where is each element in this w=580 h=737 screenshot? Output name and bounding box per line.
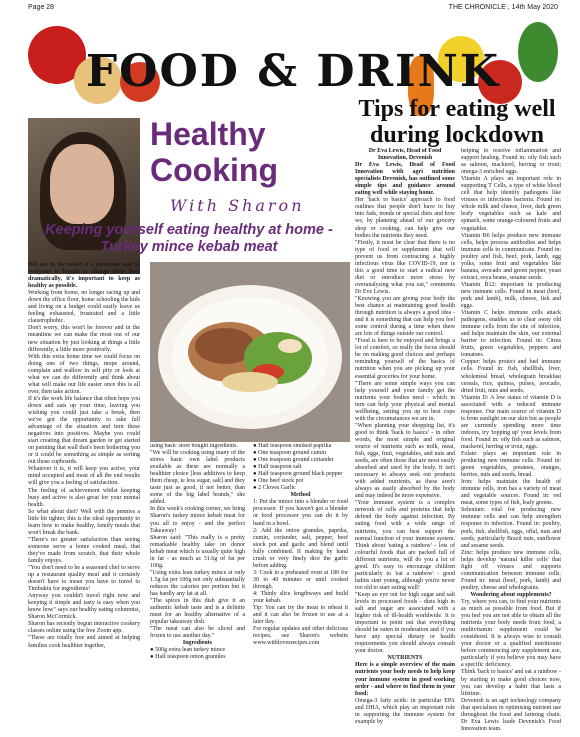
nutrients-heading: NUTRIENTS (387, 655, 423, 662)
feature-subtitle: Keeping yourself eating healthy at home -Turkey mince kebab meat (45, 222, 333, 255)
ingredient-item: ● Half teaspoon smoked paprika (253, 443, 332, 449)
nutrient-para: helping to resolve inflammation and support healing. Found in: oily fish such as salmon, mackerel, herring or trout; omega-3 enriched eggs. (461, 148, 561, 176)
col1-para-2: Don't worry, this won't be forever and in the meantime we can make the most out of our new situation by just looking at things a little differently, a little more positively. (28, 325, 140, 353)
ingredient-item: ● Half teaspoon ground black pepper (253, 471, 343, 478)
ingredient-item: ● Half teaspoon onion granules (150, 654, 226, 661)
ingredient-item: ● One beef stock pot (253, 478, 304, 485)
nutrient-para: Think 'back to basics' and eat a rainbow - by starting to make good choices now, you can develop a habit that lasts a lifetime. (461, 669, 561, 697)
nutrient-para: Zinc: helps produce new immune cells, helps develop 'natural killer cells' that fight off viruses and supports communication between immune cells. Found in: meat (beef, pork, lamb) and poultry, cheese and wholegrains. (461, 549, 561, 591)
col2-para-2: In this week's cooking corner, we bring Sharon's turkey mince kebab meat for you all to enjoy - and the perfect Takeaway! (150, 506, 245, 534)
article-col-5 (461, 148, 561, 733)
col1-para-10: Anyway you couldn't travel right now and keeping it simple and tasty is easy when you know how" says our healthy eating columnist, Sharon McCormick. (28, 593, 140, 621)
ingredient-item: ● One teaspoon ground coriander (253, 457, 334, 464)
columnist-face (50, 144, 114, 224)
supplements-heading: Wondering about supplements? (470, 591, 552, 598)
ingredients-heading: Ingredients (182, 640, 213, 647)
col2-para-4: "Using extra lean turkey mince at only 1.5g fat per 100g not only substantially reduces the calories per portion but it has hardly any fat at all. (150, 569, 245, 597)
nutrient-para: Try, where you can, to find your nutrients as much as possible from food. But if you feel you are not able to obtain all the nutrients your body needs from food, a multivitamin supplement could be considered. It is always wise to consult your doctor or a qualified nutritionist before commencing any supplement use, particularly if you believe you may have a specific deficiency. (461, 599, 561, 669)
ingredient-text: Half teaspoon ground black pepper (258, 471, 343, 478)
tips-para: "When planning your shopping list, it's good to think 'back to basics' - in other words, the most simple and original source of nutrients such as milk, meat, fish, eggs, fruit, vegetables, and nuts and seeds, are often those that are most easily absorbed and used by the body. It isn't necessary to always seek out products with added nutrients, as these aren't always as easily absorbed by the body and may indeed be more expensive. (355, 422, 455, 500)
ingredient-item: ● 500g extra lean turkey mince (150, 647, 226, 654)
nutrient-para: Copper: helps protect and fuel immune cells. Found in: fish, shellfish, liver, wholemeal bread, wholegrain breakfast cereals, rice, quinoa, pulses, avocado, dried fruit, nuts and seeds. (461, 359, 561, 394)
tips-headline: Tips for eating well during lockdown (358, 96, 556, 148)
nutrient-para: Selenium: vital for producing new immune cells and can help strengthen response to infection. Found in: poultry, pork, fish, shellfish, eggs, offal, nuts and seeds, particularly Brazil nuts, sunflower and sesame seeds. (461, 507, 561, 549)
col1-para-5: Whatever it is, it will keep you active, your mind occupied and most of all the end results will give you a feeling of satisfaction. (28, 466, 140, 487)
ingredient-text: Half teaspoon onion granules (155, 654, 226, 661)
col1-para-12: "These are totally free and aimed at helping families cook healthier together, (28, 635, 140, 649)
omega-para: Omega-3 fatty acids: in particular EPA and DHA, which play an important role in supporting the immune system for example by (355, 697, 455, 725)
col1-para-8: "There's no greater satisfaction than seeing someone serve a home cooked meal, that they've made from scratch, that their whole family enjoys. (28, 536, 140, 564)
ingredient-text: Half teaspoon smoked paprika (258, 443, 332, 449)
article-col-4 (355, 148, 455, 733)
tips-para: "There are some simple ways you can help yourself and your family get the nutrients your bodies need - which in turn can help your physical and mental wellbeing, setting you up to best cope with the circumstances we are in. (355, 380, 455, 422)
col1-para-9: "You don't need to be a seasoned chef to serve up a restaurant quality meal and it certainly doesn't have to mean you have to travel to Timbuktu for ingredients! (28, 565, 140, 593)
method-heading: Method (290, 492, 311, 499)
ingredient-text: One beef stock pot (258, 478, 304, 485)
col1-para-0: WE are in the midst of a pandemic and as everyone is forced to change their lives dramatically, it's important to keep as healthy as possible. (28, 262, 140, 290)
method-step: 2: Add the onion granules, paprika, cumin, coriander, salt, pepper, beef stock pot and garlic and blend until fully combined. If making by hand crush or very finely dice the garlic before adding. (253, 527, 348, 569)
tips-lead: Dr Eva Lewis, Head of Food Innovation with agri nutrition specialists Devenish, has outlined some simple tips and guidance around eating well while staying home. (355, 162, 455, 197)
ingredient-text: One teaspoon ground coriander (258, 457, 334, 464)
article-col-3 (253, 443, 348, 733)
kebab-dish-photo (150, 262, 350, 442)
nutrients-lead: Here is a simple overview of the main nutrients your body needs to help keep your immune system in good working order - and where to find them in your food: (355, 662, 455, 697)
feature-title-line2: Cooking (150, 152, 278, 188)
ingredient-item: ● 2 Cloves Garlic (253, 485, 296, 492)
nutrient-para: Folate: plays an important role in producing new immune cells. Found in: green vegetables, potatoes, oranges, berries, nuts and seeds, bread. (461, 451, 561, 479)
ingredient-text: Half teaspoon salt (258, 464, 302, 471)
col2-para-5: "The spices in this dish give it an authentic kebab taste and is a definite must for an healthy alternative of a popular takeaway dish. (150, 598, 245, 626)
feature-title (150, 116, 290, 188)
tips-byline: Dr Eva Lewis, Head of Food Innovation, Devenish (368, 148, 442, 162)
col2-para-6: "The meat can also be sliced and frozen to use another day." (150, 626, 245, 640)
col2-para-3: Sharon said: "This really is a pretty remarkable healthy take on donor kebab meat which is usually quite high in fat - as much as 31.6g of fat per 100g. (150, 534, 245, 569)
tips-para: Her 'back to basics' approach to food outlines that people don't have to buy into fads, trends or special diets and how we, by planning ahead of our grocery shop or cooking, can help give our bodies the nutrients they need. (355, 197, 455, 239)
tips-para: "Your immune system is a complex network of cells and proteins that help defend the body against infection. By eating food with a wide range of nutrients, you can best support the normal function of your immune system. Think about 'eating a rainbow' - lots of colourful foods that are packed full of different nutrients, will do you a lot of good. It's easy to encourage children particularly to 'eat a rainbow' - good habits start young, although you're never too old to start eating well! (355, 500, 455, 591)
nutrient-para: Iron: helps maintain the health of immune cells, iron has a variety of meat and vegetable sources. Found in: red meat, some types of fish, leafy greens. (461, 479, 561, 507)
nutrient-para: Vitamin D: A low status of vitamin D is associated with a reduced immune response. Our main source of vitamin D is from sunlight on our skin but as people are currently spending more time indoors, try 'topping up' your levels from food. Found in: oily fish such as salmon, mackerel, herring or trout, eggs. (461, 394, 561, 450)
ingredient-text: 2 Cloves Garlic (258, 485, 296, 492)
nutrient-para: Vitamin A plays an important role in supporting T Cells, a type of white blood cell that help identify pathogens like viruses or infections bacteria. Found in: whole milk and cheese, liver, dark green leafy vegetables such as kale and spinach, some orange-coloured fruits and vegetables. (461, 176, 561, 232)
ingredient-item: ● One teaspoon ground cumin (253, 450, 326, 457)
method-step: 3: Cook in a preheated oven at 180 for 30 to 40 minutes or until cooked through. (253, 569, 348, 590)
article-col-2 (150, 443, 245, 733)
col2-para-1: "We will be cooking using many of the stores basic own label products available as these are normally a healthier choice [less additives to keep them cheap, ie less sugar, salt] and they taste just as good, if not better, than some of the big label brands," she added. (150, 450, 245, 506)
nutrient-para: Vitamin B12: important in producing new immune cells. Found in meat (beef, pork and lamb), milk, cheese, fish and eggs. (461, 281, 561, 310)
tips-para: "Keep an eye out for high sugar and salt levels in processed foods - diets high in salt and sugar are associated with a higher risk of ill-health worldwide. It is important to point out that everything should be eaten in moderation and if you have any special dietary or health requirements you should always consult your doctor. (355, 591, 455, 655)
tips-para: "Food is here to be enjoyed and brings a lot of comfort, so really the focus should be on making good choices and perhaps reminding yourself of the basics of nutrition when you are picking up your essential groceries for your home. (355, 338, 455, 380)
col1-para-4: If it's the work life balance that often hops you down and eats up your time, leaving you wishing you could just take a break, then we've got the opportunity to take full advantage of the situation and turn these negatives into positives. Maybe you could start creating that dream garden or get started on painting that wall that's been bothering you or it could be something as simple as sorting out those cupboards. (28, 395, 140, 466)
page-header (28, 4, 558, 14)
feature-title-line1: Healthy (150, 116, 266, 152)
nutrient-para: Devenish is an agri technology company that specialises in optimising nutrient use throughout the food and farming chain. Dr Eva Lewis leads Devenish's Food Innovation team. (461, 697, 561, 732)
method-step: For regular updates and other delicious recipes, see Sharon's website www.withlovesrecipes.com (253, 626, 348, 647)
nutrient-para: Vitamin C helps immune cells attack pathogens, enables us to clear away old immune cells from the site of infection, and helps maintain the skin, our external barrier to infection. Found in: Citrus fruits, green vegetables, peppers and tomatoes. (461, 310, 561, 359)
masthead-title: FOOD & DRINK (85, 46, 501, 97)
ingredient-item: ● Half teaspoon salt (253, 464, 302, 471)
col1-para-1: Working from home, no longer racing up and down the office floor, home schooling the kids and living on a budget could easily leave us feeling exhausted, frustrated and a little claustrophobic. (28, 290, 140, 325)
publication-line: THE CHRONICLE , 14th May 2020 (448, 4, 558, 11)
method-step: 4: Thinly slice lengthways and build your kebab. (253, 590, 348, 605)
col1-para-3: With this extra home time we could focus on doing one of two things, mope around, complain and wallow in self pity or look at what we can do differently and think about what will make our life easier once this is all over, then take action. (28, 353, 140, 395)
nutrient-para: Vitamin B6 helps produce new immune cells, helps process antibodies and helps immune cells to communicate. Found in: poultry and fish, beef, pork, lamb, egg yolks, some fruit and vegetables like banana, avocado and green pepper, yeast extract, soya beans, sesame seeds. (461, 232, 561, 281)
col1-para-7: So what about diet? Well with the pennies a little bit tighter, this is the ideal opportunity to learn how to make healthy, family meals that won't break the bank. (28, 508, 140, 536)
method-step: 1: Put the mince into a blender or food processor. If you haven't got a blender or food processor you can do it by hand in a bowl. (253, 499, 348, 527)
col1-para-6: The feeling of achievement whilst keeping busy and active is also great for your mental health. (28, 487, 140, 508)
article-col-1 (28, 262, 140, 732)
page-number: Page 28 (28, 4, 55, 11)
col2-para-0: using basic store bought ingredients. (150, 443, 238, 449)
ingredient-text: 500g extra lean turkey mince (155, 647, 226, 654)
col1-para-11: Sharon has recently begun interactive cookery classes online using the free Zoom app. (28, 621, 140, 635)
ingredient-text: One teaspoon ground cumin (258, 450, 326, 457)
tips-para: "Knowing you are giving your body the best chance at maintaining good health through nutrition is always a good idea - and it is something that can help you feel some control during a time when there are lots of things outside our control. (355, 295, 455, 338)
feature-with: With Sharon (170, 196, 305, 215)
method-step: Tip: You can try the meat to reheat it and it can also be frozen to use at a later day. (253, 605, 348, 626)
tips-para: "Firstly, it must be clear that there is no type of food or supplement that will prevent us from contracting a highly infectious virus like COVID-19, nor is this a good time to start a radical new diet or introduce more stress by overanalysing what you eat," comments Dr Eve Lewis. (355, 239, 455, 295)
